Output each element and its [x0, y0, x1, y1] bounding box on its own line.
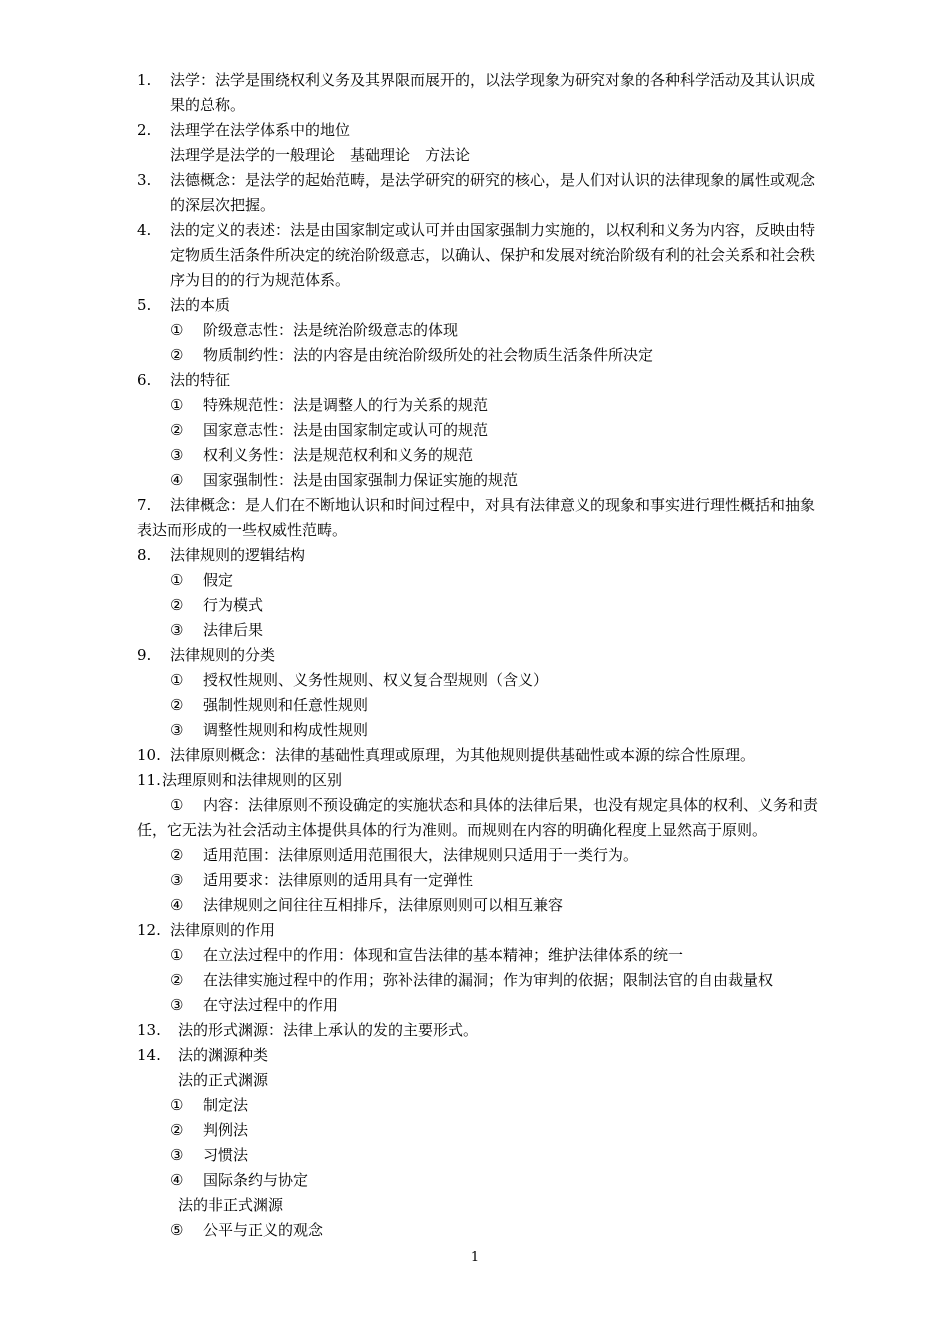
sub-item-mark: ①: [170, 1096, 184, 1114]
item-number: 12.: [137, 921, 161, 939]
sub-item-text: 在立法过程中的作用：体现和宣告法律的基本精神；维护法律体系的统一: [203, 946, 684, 964]
sub-item-mark: ①: [170, 396, 184, 414]
item-number: 8.: [137, 546, 152, 564]
sub-item-text: 行为模式: [203, 596, 264, 614]
sub-item-mark: ③: [170, 871, 184, 889]
sub-item-text: 公平与正义的观念: [203, 1221, 324, 1239]
sub-item-mark: ②: [170, 1121, 184, 1139]
item-text: 法的渊源种类: [178, 1046, 269, 1064]
item-number: 6.: [137, 371, 152, 389]
sub-item-text: 阶级意志性：法是统治阶级意志的体现: [203, 321, 459, 339]
sub-item-text-continued: 任，它无法为社会活动主体提供具体的行为准则。而规则在内容的明确化程度上显然高于原则。: [137, 821, 768, 839]
item-number: 9.: [137, 646, 152, 664]
sub-item-mark: ①: [170, 321, 184, 339]
sub-item-text: 强制性规则和任意性规则: [203, 696, 369, 714]
sub-item-text: 国家强制性：法是由国家强制力保证实施的规范: [203, 471, 519, 489]
item-text: 法律原则概念：法律的基础性真理或原理，为其他规则提供基础性或本源的综合性原理。: [170, 746, 756, 764]
item-text: 法理原则和法律规则的区别: [162, 771, 343, 789]
item-text: 法德概念：是法学的起始范畴，是法学研究的研究的核心，是人们对认识的法律现象的属性或观念: [170, 171, 816, 189]
sub-item-mark: ③: [170, 996, 184, 1014]
item-number: 1.: [137, 71, 152, 89]
sub-item-text: 假定: [203, 571, 234, 589]
item-text: 的深层次把握。: [170, 196, 276, 214]
item-text: 法律概念：是人们在不断地认识和时间过程中，对具有法律意义的现象和事实进行理性概括和抽象: [170, 496, 816, 514]
sub-item-text: 法律后果: [203, 621, 264, 639]
item-number: 10.: [137, 746, 161, 764]
sub-item-text: 在守法过程中的作用: [203, 996, 339, 1014]
sub-item-text: 权利义务性：法是规范权利和义务的规范: [203, 446, 474, 464]
item-text: 法理学在法学体系中的地位: [170, 121, 351, 139]
sub-item-mark: ③: [170, 621, 184, 639]
item-number: 3.: [137, 171, 152, 189]
sub-item-text: 在法律实施过程中的作用；弥补法律的漏洞；作为审判的依据；限制法官的自由裁量权: [203, 971, 774, 989]
item-text: 法学：法学是围绕权利义务及其界限而展开的，以法学现象为研究对象的各种科学活动及其认识成: [170, 71, 816, 89]
section-label: 法的正式渊源: [178, 1071, 269, 1089]
item-number: 14.: [137, 1046, 161, 1064]
sub-item-text: 判例法: [203, 1121, 249, 1139]
sub-item-mark: ①: [170, 946, 184, 964]
item-number: 4.: [137, 221, 152, 239]
sub-item-mark: ⑤: [170, 1221, 184, 1239]
item-text: 法的特征: [170, 371, 231, 389]
sub-item-text: 调整性规则和构成性规则: [203, 721, 369, 739]
item-number: 11.: [137, 771, 161, 789]
item-text: 法律规则的分类: [170, 646, 276, 664]
section-label: 法的非正式渊源: [178, 1196, 284, 1214]
sub-item-text: 制定法: [203, 1096, 249, 1114]
item-number: 13.: [137, 1021, 161, 1039]
sub-item-text: 物质制约性：法的内容是由统治阶级所处的社会物质生活条件所决定: [203, 346, 654, 364]
sub-item-mark: ②: [170, 971, 184, 989]
sub-item-mark: ④: [170, 1171, 184, 1189]
item-number: 7.: [137, 496, 152, 514]
sub-item-mark: ②: [170, 696, 184, 714]
sub-item-text: 适用要求：法律原则的适用具有一定弹性: [203, 871, 474, 889]
item-text: 法理学是法学的一般理论 基础理论 方法论: [170, 146, 471, 164]
sub-item-mark: ④: [170, 471, 184, 489]
sub-item-mark: ②: [170, 596, 184, 614]
sub-item-text: 适用范围：法律原则适用范围很大，法律规则只适用于一类行为。: [203, 846, 639, 864]
sub-item-text: 国家意志性：法是由国家制定或认可的规范: [203, 421, 489, 439]
item-text: 表达而形成的一些权威性范畴。: [137, 521, 348, 539]
sub-item-text: 习惯法: [203, 1146, 249, 1164]
sub-item-mark: ①: [170, 571, 184, 589]
sub-item-text: 法律规则之间往往互相排斥，法律原则则可以相互兼容: [203, 896, 564, 914]
item-text: 果的总称。: [170, 96, 246, 114]
item-text: 法律规则的逻辑结构: [170, 546, 306, 564]
sub-item-mark: ③: [170, 446, 184, 464]
item-text: 法的本质: [170, 296, 231, 314]
item-text: 法的定义的表述：法是由国家制定或认可并由国家强制力实施的，以权利和义务为内容，反映由特: [170, 221, 816, 239]
sub-item-mark: ①: [170, 671, 184, 689]
item-number: 5.: [137, 296, 152, 314]
sub-item-mark: ③: [170, 721, 184, 739]
sub-item-mark: ④: [170, 896, 184, 914]
sub-item-mark: ②: [170, 421, 184, 439]
item-text: 法的形式渊源：法律上承认的发的主要形式。: [178, 1021, 479, 1039]
page-number: 1: [470, 1250, 480, 1265]
sub-item-mark: ③: [170, 1146, 184, 1164]
item-text: 法律原则的作用: [170, 921, 276, 939]
sub-item-text: 特殊规范性：法是调整人的行为关系的规范: [203, 396, 489, 414]
sub-item-text: 授权性规则、义务性规则、权义复合型规则（含义）: [203, 671, 549, 689]
sub-item-text: 内容：法律原则不预设确定的实施状态和具体的法律后果，也没有规定具体的权利、义务和责: [203, 796, 819, 814]
item-text: 序为目的的行为规范体系。: [170, 271, 351, 289]
sub-item-mark: ①: [170, 796, 184, 814]
sub-item-mark: ②: [170, 846, 184, 864]
sub-item-text: 国际条约与协定: [203, 1171, 309, 1189]
item-text: 定物质生活条件所决定的统治阶级意志，以确认、保护和发展对统治阶级有利的社会关系和社会秩: [170, 246, 816, 264]
item-number: 2.: [137, 121, 152, 139]
sub-item-mark: ②: [170, 346, 184, 364]
